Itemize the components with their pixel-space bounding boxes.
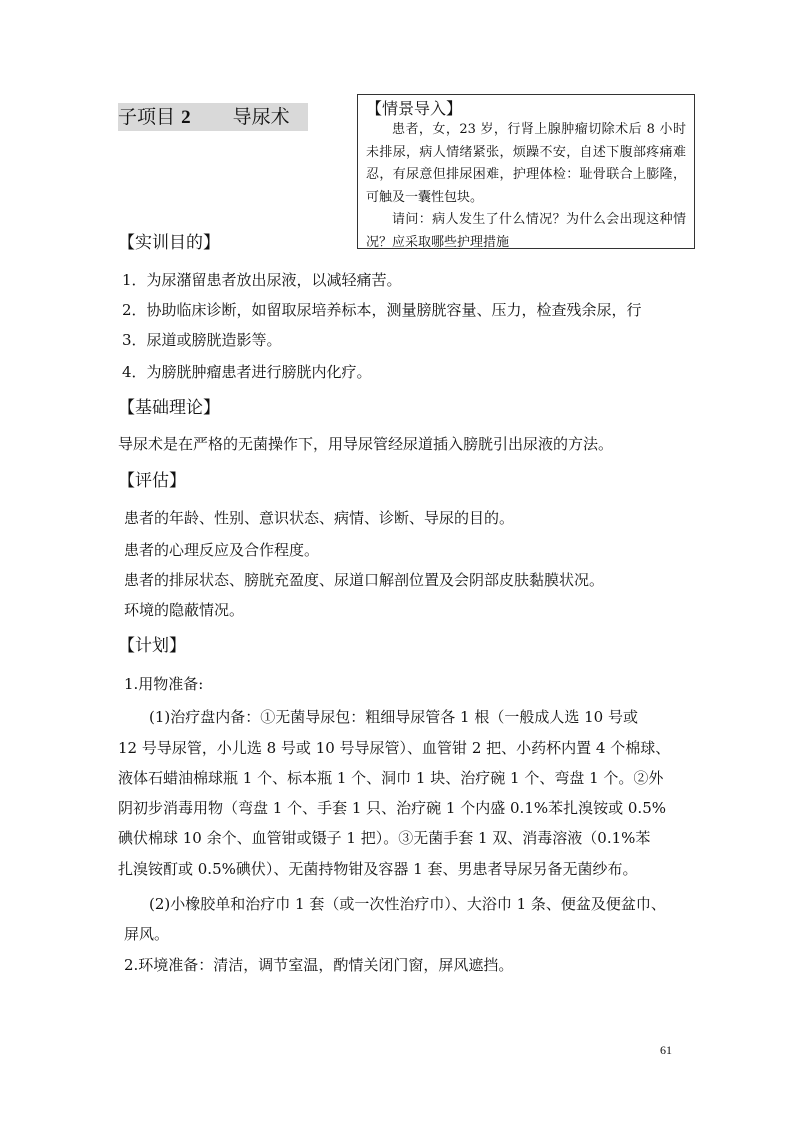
plan-line: 碘伏棉球 10 余个、血管钳或镊子 1 把）。③无菌手套 1 双、消毒溶液（0.1%苯 (118, 829, 651, 847)
plan-line: 屏风。 (124, 925, 170, 943)
list-item: 3．尿道或膀胱造影等。 (122, 331, 282, 349)
plan-line: 2.环境准备：清洁，调节室温，酌情关闭门窗，屏风遮挡。 (124, 956, 514, 974)
list-item: 患者的心理反应及合作程度。 (124, 541, 320, 559)
scenario-text: 患者，女，23 岁，行肾上腺肿瘤切除术后 8 小时未排尿，病人情绪紧张，烦躁不安，自述下腹部疼痛难忍，有尿意但排尿困难，护理体检：耻骨联合上膨隆，可触及一囊性包块。 (366, 122, 686, 205)
plan-heading: 【计划】 (118, 636, 186, 656)
list-item: 4．为膀胱肿瘤患者进行膀胱内化疗。 (122, 363, 372, 381)
theory-heading: 【基础理论】 (118, 398, 220, 418)
plan-line: 扎溴铵酊或 0.5%碘伏）、无菌持物钳及容器 1 套、男患者导尿另备无菌纱布。 (118, 860, 638, 878)
page-number: 61 (660, 1043, 672, 1057)
plan-line: (1)治疗盘内备：①无菌导尿包：粗细导尿管各 1 根（一般成人选 10 号或 (149, 708, 638, 726)
title-name: 导尿术 (232, 106, 290, 128)
list-item: 环境的隐蔽情况。 (124, 601, 245, 619)
scenario-box (357, 94, 695, 249)
plan-line: 液体石蜡油棉球瓶 1 个、标本瓶 1 个、洞巾 1 块、治疗碗 1 个、弯盘 1 个。②外 (118, 769, 664, 787)
plan-line: 12 号导尿管，小儿选 8 号或 10 号导尿管）、血管钳 2 把、小药杯内置 4 个棉球、 (118, 739, 671, 757)
theory-text: 导尿术是在严格的无菌操作下，用导尿管经尿道插入膀胱引出尿液的方法。 (118, 435, 614, 453)
plan-subheading: 1.用物准备: (124, 675, 204, 693)
title-label: 子项目 (118, 106, 176, 128)
assess-heading: 【评估】 (118, 471, 186, 491)
list-item: 1．为尿潴留患者放出尿液，以减轻痛苦。 (122, 271, 402, 289)
list-item: 患者的排尿状态、膀胱充盈度、尿道口解剖位置及会阴部皮肤黏膜状况。 (124, 571, 605, 589)
plan-line: 阴初步消毒用物（弯盘 1 个、手套 1 只、治疗碗 1 个内盛 0.1%苯扎溴铵或 0.5% (118, 799, 666, 817)
plan-line: (2)小橡胶单和治疗巾 1 套（或一次性治疗巾）、大浴巾 1 条、便盆及便盆巾、 (149, 895, 666, 913)
purpose-heading: 【实训目的】 (118, 233, 220, 253)
scenario-question: 请问：病人发生了什么情况？为什么会出现这种情况？应采取哪些护理措施 (366, 212, 686, 250)
section-title (118, 103, 308, 131)
list-item: 2．协助临床诊断，如留取尿培养标本，测量膀胱容量、压力，检查残余尿，行 (122, 301, 642, 319)
scenario-heading: 【情景导入】 (366, 99, 463, 118)
list-item: 患者的年龄、性别、意识状态、病情、诊断、导尿的目的。 (124, 509, 515, 527)
title-number: 2 (181, 107, 191, 128)
